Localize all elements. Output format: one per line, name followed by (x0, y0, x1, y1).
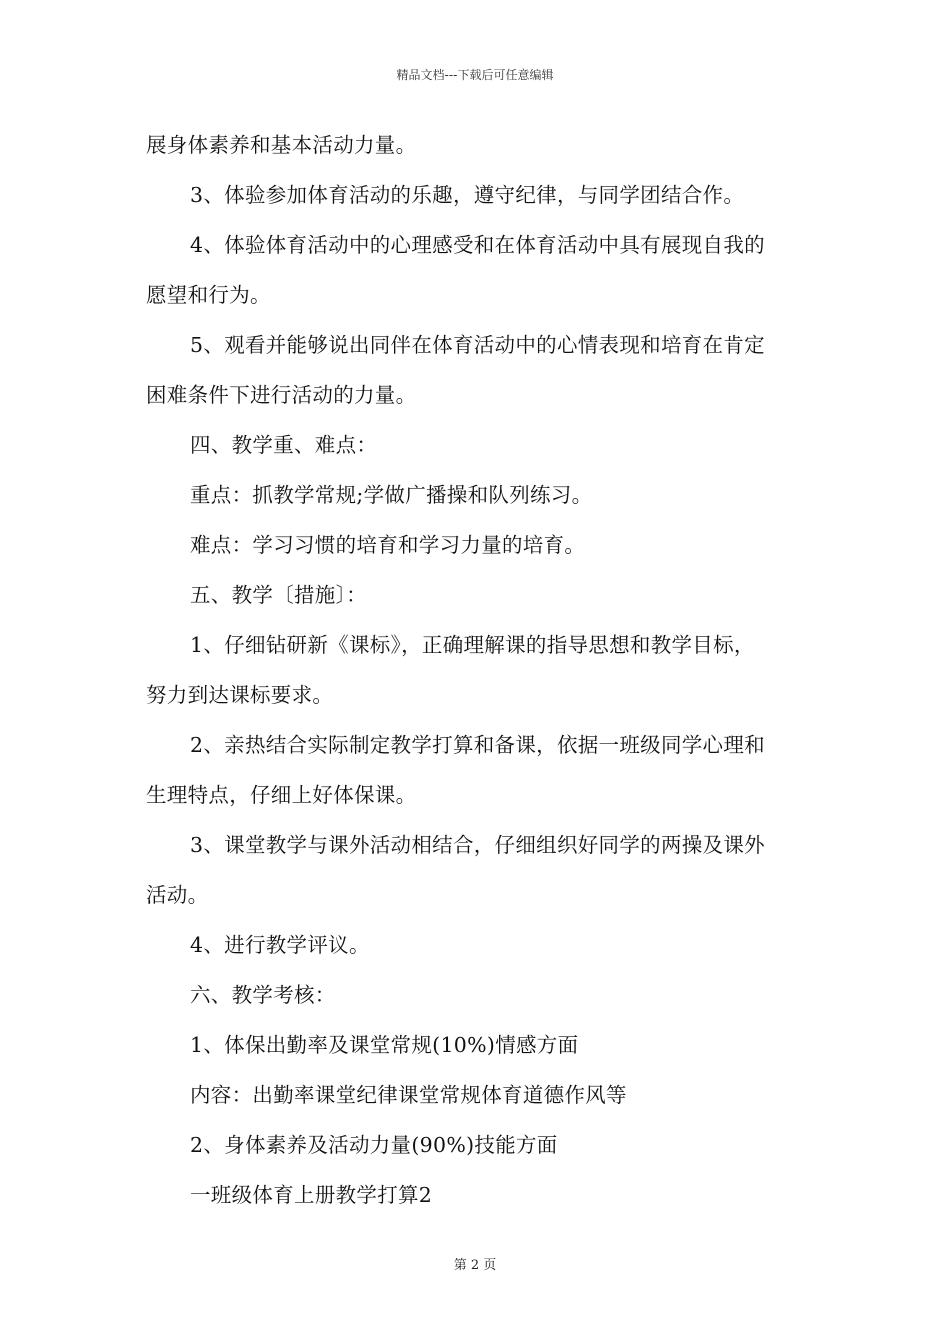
text-line: 5、观看并能够说出同伴在体育活动中的心情表现和培育在肯定 (190, 333, 765, 357)
text-line: 2、亲热结合实际制定教学打算和备课，依据一班级同学心理和 (190, 733, 765, 757)
text-line: 努力到达课标要求。 (146, 683, 334, 707)
section-heading: 一班级体育上册教学打算2 (190, 1183, 433, 1207)
text-line: 4、体验体育活动中的心理感受和在体育活动中具有展现自我的 (190, 233, 765, 257)
section-heading: 五、教学〔措施〕： (190, 583, 367, 607)
section-heading: 六、教学考核： (190, 983, 336, 1007)
text-line: 愿望和行为。 (146, 283, 271, 307)
text-line: 4、进行教学评议。 (190, 933, 370, 957)
text-line: 难点：学习习惯的培育和学习力量的培育。 (190, 533, 586, 557)
text-line: 内容：出勤率课堂纪律课堂常规体育道德作风等 (190, 1083, 627, 1107)
text-line: 生理特点，仔细上好体保课。 (146, 783, 417, 807)
text-line: 1、体保出勤率及课堂常规(10%)情感方面 (190, 1033, 579, 1057)
text-line: 重点：抓教学常规;学做广播操和队列练习。 (190, 483, 593, 507)
text-line: 3、课堂教学与课外活动相结合，仔细组织好同学的两操及课外 (190, 833, 765, 857)
text-line: 展身体素养和基本活动力量。 (146, 133, 417, 157)
section-heading: 四、教学重、难点： (190, 433, 378, 457)
text-line: 困难条件下进行活动的力量。 (146, 383, 417, 407)
text-line: 3、体验参加体育活动的乐趣，遵守纪律，与同学团结合作。 (190, 183, 745, 207)
text-line: 1、仔细钻研新《课标》，正确理解课的指导思想和教学目标， (190, 633, 755, 657)
text-line: 2、身体素养及活动力量(90%)技能方面 (190, 1133, 558, 1157)
page-number: 第 2 页 (453, 1258, 497, 1273)
text-line: 活动。 (146, 883, 209, 907)
page-header: 精品文档---下载后可任意编辑 (396, 68, 554, 82)
